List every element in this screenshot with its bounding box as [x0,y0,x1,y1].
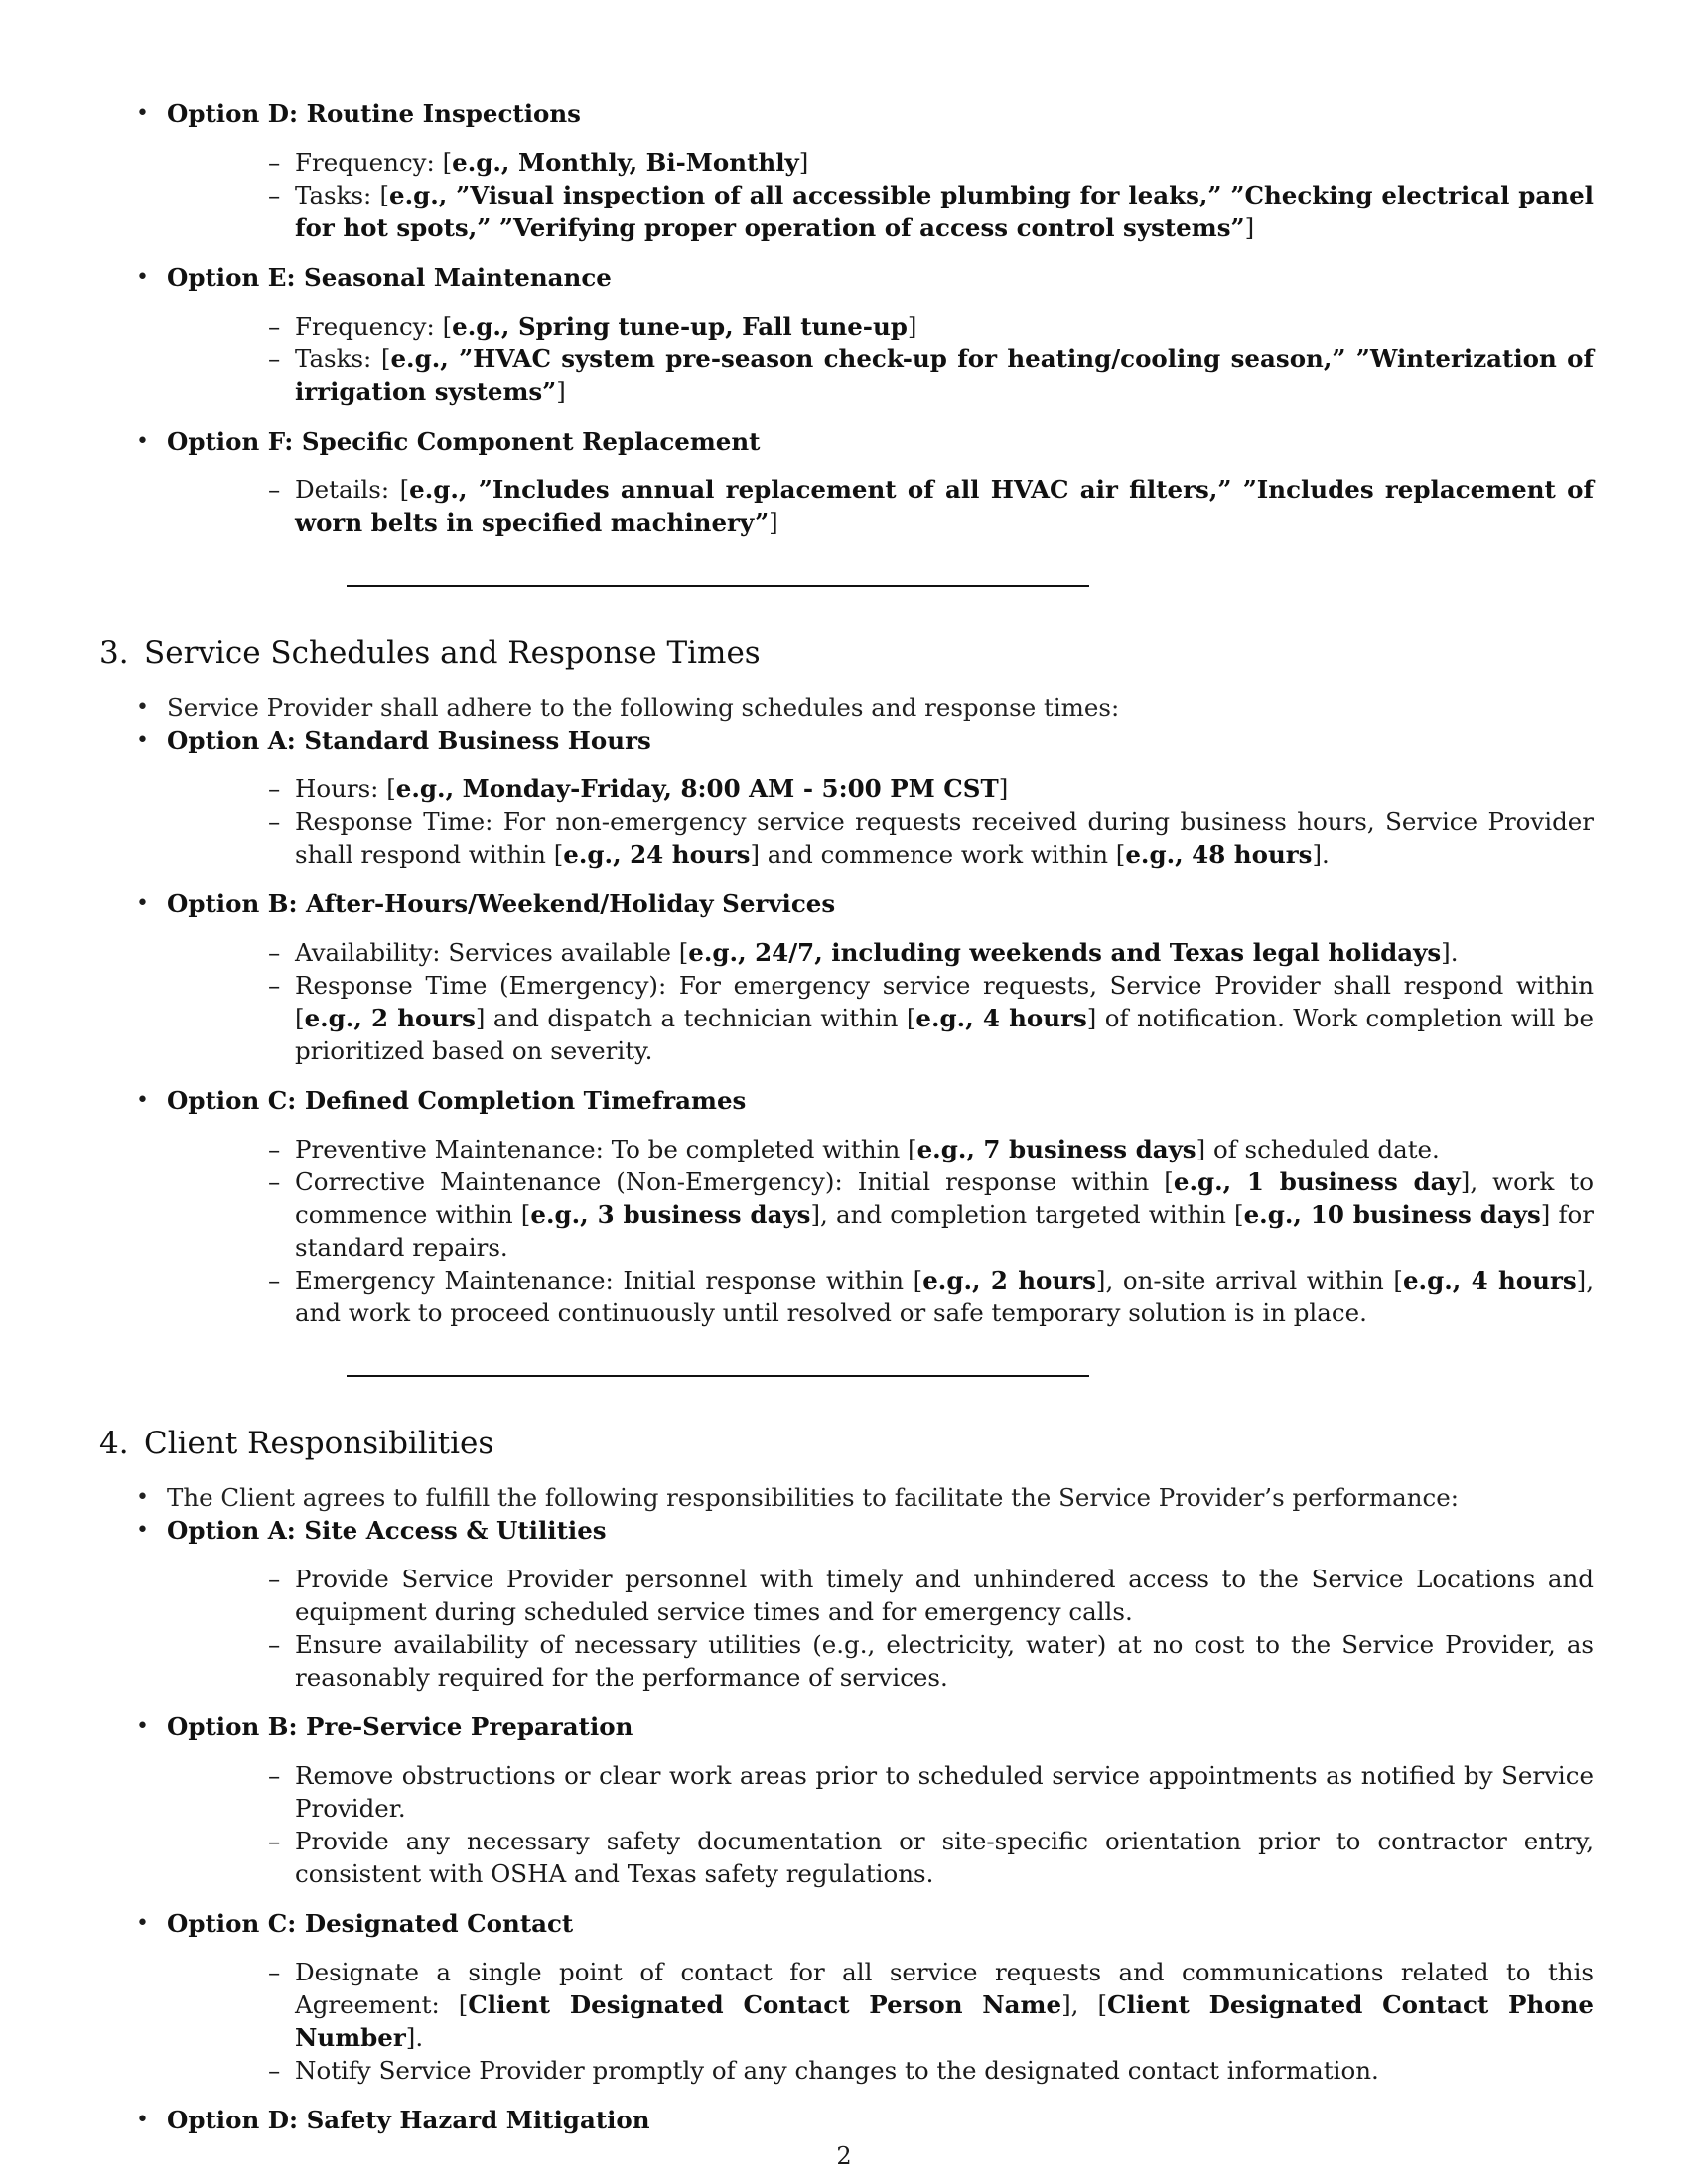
option-heading: Option A: Standard Business Hours [167,726,651,754]
option-subitem [167,146,1594,179]
placeholder-text: e.g., ”Includes annual replacement of all HVAC air filters,” ”Includes replacement of worn belts in specified machinery” [295,476,1594,537]
body-text: Availability: Services available [ [295,938,689,967]
body-text: Details: [295,476,400,504]
body-text: Provide any necessary safety documentation or site-specific orientation prior to contractor entry, consistent with OSHA and Texas safety regulations. [295,1827,1594,1888]
option-item [99,1084,1594,1329]
placeholder-text: e.g., ”Visual inspection of all accessible plumbing for leaks,” ”Checking electrical panel for hot spots,” ”Verifying proper operation of access control systems” [295,181,1594,242]
body-text: ] of notification. Work completion will be prioritized based on severity. [295,1004,1594,1065]
page-content [99,97,1594,2136]
option-subitem [167,1264,1594,1329]
option-item [99,724,1594,871]
option-subitem [167,805,1594,871]
placeholder-text: Client Designated Contact Phone Number [295,1990,1595,2052]
option-subitems [167,772,1594,871]
option-item [99,887,1594,1067]
body-text: ]. [405,2023,424,2052]
option-heading: Option A: Site Access & Utilities [167,1516,607,1545]
option-subitems [167,1956,1594,2087]
option-subitems [167,1563,1594,1694]
body-text: [ [442,312,453,341]
body-text: Provide Service Provider personnel with timely and unhindered access to the Service Locations and equipment during scheduled service times and for emergency calls. [295,1565,1594,1626]
body-text: ] [769,508,778,537]
option-subitem [167,1165,1594,1264]
option-subitem [167,1956,1594,2054]
section-title: Service Schedules and Response Times [144,635,761,671]
option-heading: Option D: Safety Hazard Mitigation [167,2106,650,2134]
body-text: ] [556,377,566,406]
section4-options [99,1514,1594,2136]
placeholder-text: e.g., Monday-Friday, 8:00 AM - 5:00 PM CST [395,774,999,803]
body-text: Notify Service Provider promptly of any changes to the designated contact information. [295,2056,1379,2085]
body-text: Tasks: [295,344,381,373]
placeholder-text: e.g., Monthly, Bi-Monthly [452,148,799,177]
body-text: ] and dispatch a technician within [ [475,1004,916,1032]
option-heading: Option F: Specific Component Replacement [167,427,761,456]
section-number: 4. [99,1426,129,1461]
body-text: ]. [1312,840,1330,869]
placeholder-text: Client Designated Contact Person Name [468,1990,1062,2019]
body-text: [ [386,774,396,803]
option-subitems [167,1759,1594,1890]
option-heading: Option C: Designated Contact [167,1909,574,1938]
body-text: ] [1244,213,1255,242]
option-subitem [167,1563,1594,1628]
body-text: Remove obstructions or clear work areas prior to scheduled service appointments as notified by Service Provider. [295,1761,1594,1823]
option-item [99,1710,1594,1890]
option-subitem [167,2054,1594,2087]
body-text: [ [379,181,389,209]
option-subitem [167,1628,1594,1694]
body-text: ] for standard repairs. [295,1200,1595,1262]
option-subitem [167,1825,1594,1890]
placeholder-text: e.g., 4 hours [915,1004,1087,1032]
section-title: Client Responsibilities [144,1426,494,1461]
body-text: ], and completion targeted within [ [810,1200,1244,1229]
option-subitem [167,179,1594,244]
placeholder-text: e.g., 24/7, including weekends and Texas legal holidays [688,938,1442,967]
option-item [99,261,1594,408]
placeholder-text: e.g., 2 hours [304,1004,476,1032]
placeholder-text: e.g., ”HVAC system pre-season check-up for heating/cooling season,” ”Winterization of irrigation systems” [295,344,1594,406]
section2-options [99,97,1594,539]
option-item [99,1907,1594,2087]
section-intro: • Service Provider shall adhere to the following schedules and response times: [99,691,1594,724]
option-subitem [167,772,1594,805]
section-heading [99,633,1594,673]
section3-body [99,691,1594,1329]
placeholder-text: e.g., 24 hours [563,840,751,869]
option-item [99,97,1594,244]
option-item [99,1514,1594,1694]
placeholder-text: e.g., 3 business days [530,1200,811,1229]
body-text: ], work to commence within [ [295,1167,1595,1229]
body-text: Designate a single point of contact for all service requests and communications related to this Agreement: [ [295,1958,1594,2019]
placeholder-text: e.g., 7 business days [916,1135,1196,1163]
option-subitems [167,474,1594,539]
placeholder-text: e.g., Spring tune-up, Fall tune-up [452,312,908,341]
option-subitems [167,146,1594,244]
body-text: ] [998,774,1009,803]
body-text: Ensure availability of necessary utilities (e.g., electricity, water) at no cost to the Service Provider, as reasonably required for the performance of services. [295,1630,1594,1692]
body-text: [ [399,476,410,504]
section-divider [347,585,1089,587]
option-subitem [167,342,1594,408]
body-text: ], and work to proceed continuously until resolved or safe temporary solution is in place. [295,1266,1595,1327]
body-text: ] [907,312,917,341]
body-text: [ [380,344,391,373]
option-subitems [167,1133,1594,1329]
option-subitems [167,310,1594,408]
option-heading: Option B: After-Hours/Weekend/Holiday Services [167,889,836,918]
section-heading [99,1424,1594,1463]
body-text: [ [553,840,564,869]
section3-options [99,724,1594,1329]
body-text: Frequency: [295,148,443,177]
option-subitem [167,936,1594,969]
placeholder-text: e.g., 2 hours [922,1266,1096,1295]
body-text: Tasks: [295,181,380,209]
body-text: Preventive Maintenance: To be completed within [ [295,1135,917,1163]
option-heading: Option C: Defined Completion Timeframes [167,1086,747,1115]
body-text: [ [442,148,453,177]
body-text: ], [ [1061,1990,1108,2019]
option-subitem [167,969,1594,1067]
option-subitem [167,1759,1594,1825]
option-subitems [167,936,1594,1067]
placeholder-text: e.g., 48 hours [1125,840,1313,869]
body-text: ] [798,148,809,177]
page-number: 2 [836,2142,852,2170]
body-text: Response Time: For non-emergency service requests received during business hours, Service Provider shall respond within [295,807,1594,869]
body-text: Frequency: [295,312,443,341]
option-heading: Option D: Routine Inspections [167,99,581,128]
option-subitem [167,1133,1594,1165]
option-heading: Option B: Pre-Service Preparation [167,1712,633,1741]
option-heading: Option E: Seasonal Maintenance [167,263,612,292]
body-text: ], on-site arrival within [ [1095,1266,1403,1295]
body-text: Response Time (Emergency): For emergency service requests, Service Provider shall respond within [ [295,971,1594,1032]
placeholder-text: e.g., 1 business day [1173,1167,1461,1196]
body-text: ]. [1441,938,1459,967]
option-item [99,2104,1594,2136]
body-text: ] of scheduled date. [1196,1135,1440,1163]
option-subitem [167,474,1594,539]
body-text: Corrective Maintenance (Non-Emergency): Initial response within [ [295,1167,1174,1196]
placeholder-text: e.g., 10 business days [1243,1200,1541,1229]
body-text: Emergency Maintenance: Initial response within [ [295,1266,923,1295]
section-number: 3. [99,635,129,671]
option-subitem [167,310,1594,342]
section-intro: • The Client agrees to fulfill the following responsibilities to facilitate the Service Provider’s performance: [99,1481,1594,1514]
body-text: Hours: [295,774,387,803]
section-divider [347,1375,1089,1377]
section4-body [99,1481,1594,2136]
body-text: ] and commence work within [ [750,840,1126,869]
placeholder-text: e.g., 4 hours [1402,1266,1577,1295]
option-item [99,425,1594,539]
